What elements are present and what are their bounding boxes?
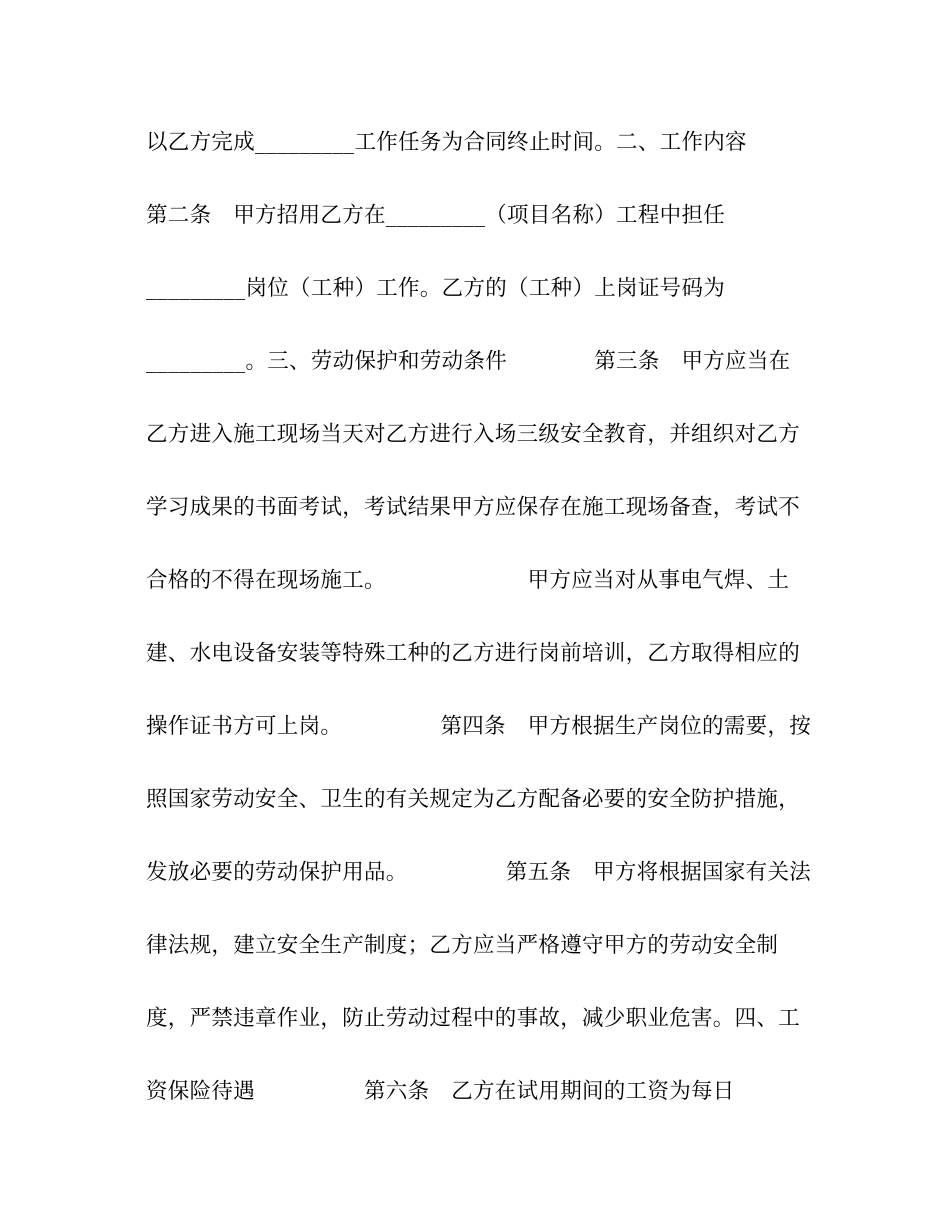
text-line: 发放必要的劳动保护用品。 第五条 甲方将根据国家有关法 (146, 860, 812, 885)
text-line: 度，严禁违章作业，防止劳动过程中的事故，减少职业危害。四、工 (146, 1006, 801, 1031)
text-line: 乙方进入施工现场当天对乙方进行入场三级安全教育，并组织对乙方 (146, 422, 801, 447)
text-line: 操作证书方可上岗。 第四条 甲方根据生产岗位的需要，按 (146, 714, 812, 739)
text-line: 第二条 甲方招用乙方在_________（项目名称）工程中担任 (146, 203, 726, 228)
text-line: _________。三、劳动保护和劳动条件 第三条 甲方应当在 (146, 349, 791, 374)
text-line: 律法规，建立安全生产制度；乙方应当严格遵守甲方的劳动安全制 (146, 933, 779, 958)
text-line: 学习成果的书面考试，考试结果甲方应保存在施工现场备查，考试不 (146, 495, 801, 520)
text-line: 合格的不得在现场施工。 甲方应当对从事电气焊、土 (146, 568, 790, 593)
text-line: 照国家劳动安全、卫生的有关规定为乙方配备必要的安全防护措施， (146, 787, 801, 812)
text-line: 以乙方完成_________工作任务为合同终止时间。二、工作内容 (146, 130, 747, 155)
text-line: 建、水电设备安装等特殊工种的乙方进行岗前培训，乙方取得相应的 (146, 641, 801, 666)
text-line: 资保险待遇 第六条 乙方在试用期间的工资为每日 (146, 1079, 735, 1104)
text-line: _________岗位（工种）工作。乙方的（工种）上岗证号码为 (146, 276, 726, 301)
